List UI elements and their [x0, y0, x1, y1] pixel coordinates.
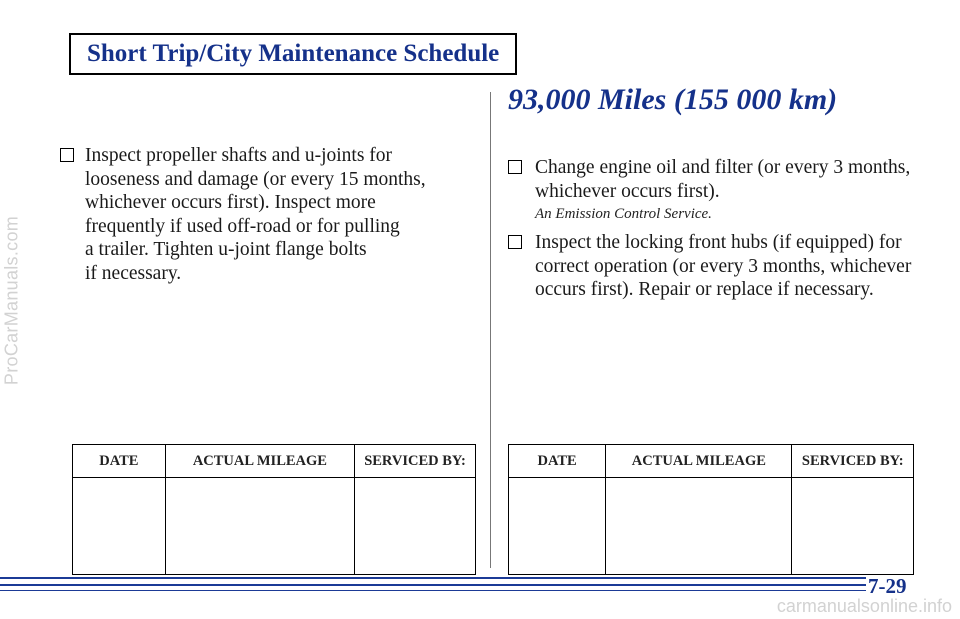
column-header-serviced-by: SERVICED BY:	[355, 445, 476, 478]
column-header-actual-mileage: ACTUAL MILEAGE	[606, 445, 792, 478]
bottom-watermark: carmanualsonline.info	[776, 596, 952, 616]
footer-rule-1	[0, 577, 866, 579]
task-change-engine-oil	[508, 156, 918, 203]
column-header-date: DATE	[509, 445, 606, 478]
serviced-by-entry-cell[interactable]	[355, 478, 476, 575]
task-text: Change engine oil and filter (or every 3 months, whichever occurs first).	[535, 157, 911, 202]
service-log-table-left	[72, 444, 476, 575]
serviced-by-entry-cell[interactable]	[792, 478, 914, 575]
footer-rule-3	[0, 590, 866, 591]
page-title: Short Trip/City Maintenance Schedule	[69, 33, 517, 75]
checkbox-propeller-shafts[interactable]	[60, 148, 74, 162]
section-heading: 93,000 Miles (155 000 km)	[508, 83, 838, 116]
task-inspect-propeller-shafts	[60, 144, 480, 285]
task-text: Inspect the locking front hubs (if equipped) for correct operation (or every 3 months, whichever occurs first). Repair or replace if necessary.	[535, 232, 912, 300]
service-log-table-right	[508, 444, 914, 575]
task-text: Inspect propeller shafts and u-joints for looseness and damage (or every 15 months, whichever occurs first). Inspect more frequently if used off-road or for pulling a trailer. Tighten u-joint flange bolts if necessary.	[85, 145, 426, 284]
column-divider	[490, 92, 491, 568]
column-header-date: DATE	[73, 445, 166, 478]
mileage-entry-cell[interactable]	[165, 478, 354, 575]
checkbox-engine-oil[interactable]	[508, 160, 522, 174]
mileage-entry-cell[interactable]	[606, 478, 792, 575]
checkbox-locking-hubs[interactable]	[508, 235, 522, 249]
side-watermark: ProCarManuals.com	[1, 215, 22, 386]
emission-control-note: An Emission Control Service.	[535, 206, 712, 222]
date-entry-cell[interactable]	[509, 478, 606, 575]
task-inspect-locking-hubs	[508, 231, 918, 302]
column-header-actual-mileage: ACTUAL MILEAGE	[165, 445, 354, 478]
footer-rule-2	[0, 584, 866, 586]
page-number: 7-29	[868, 574, 907, 598]
date-entry-cell[interactable]	[73, 478, 166, 575]
column-header-serviced-by: SERVICED BY:	[792, 445, 914, 478]
